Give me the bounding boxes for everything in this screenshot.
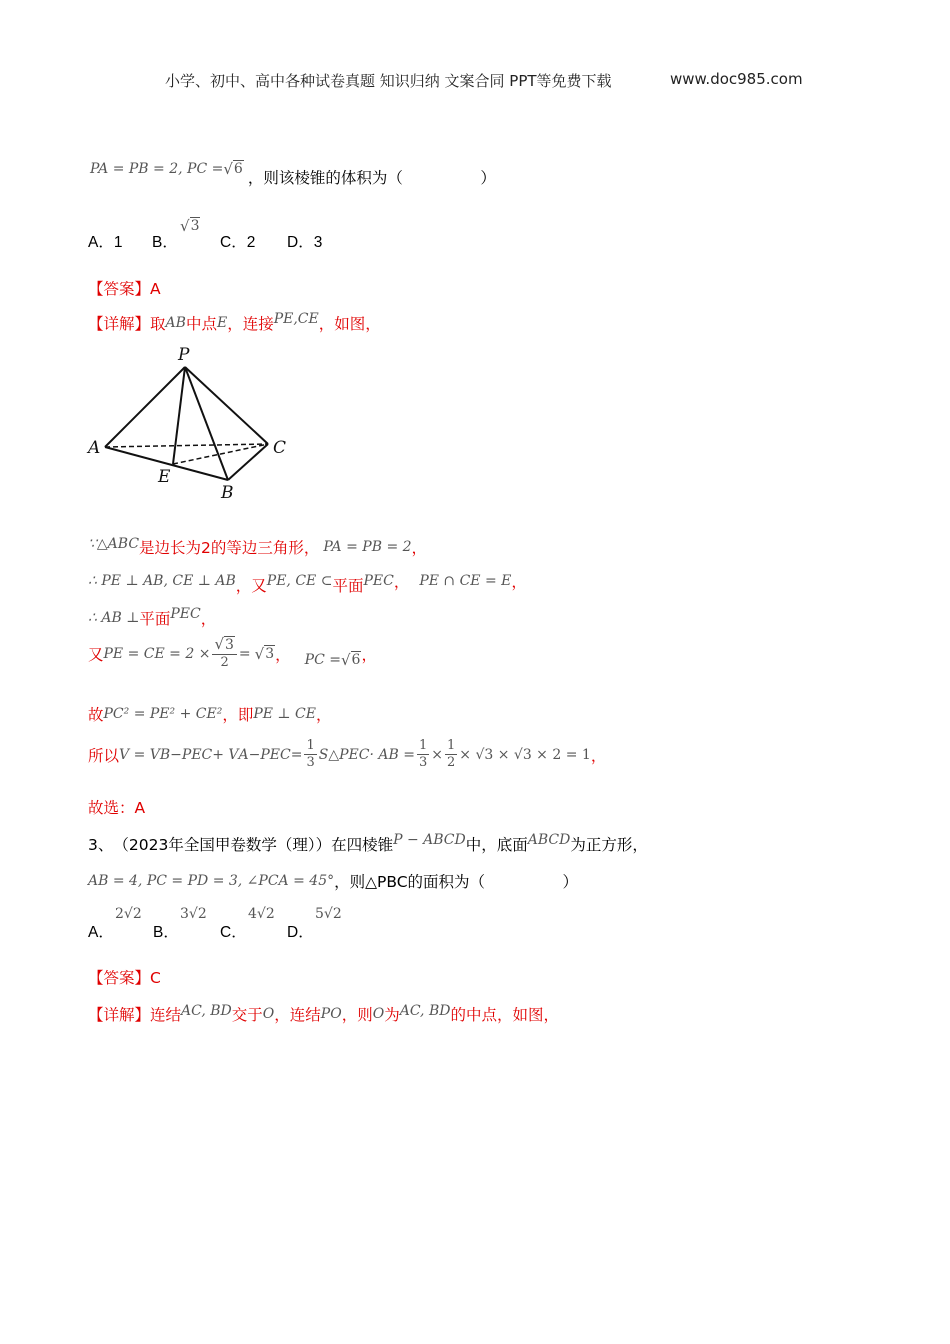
edge-pa <box>105 367 185 447</box>
sqrt-6: √ 6 <box>223 160 243 178</box>
s2-math-4: PE ∩ CE = E <box>419 573 512 589</box>
label-c: C <box>273 438 287 458</box>
q3-option-b-value: 3√2 <box>180 906 207 922</box>
q3-detail-math-1: AC, BD <box>181 1003 232 1019</box>
q3-line-2 <box>88 870 578 892</box>
s6-math-1: V = V <box>119 746 160 763</box>
detail-text-3: ，连接 <box>227 315 274 333</box>
detail-text-1: 取 <box>150 315 166 333</box>
step-3 <box>88 607 216 629</box>
s6-text-1: 所以 <box>88 746 120 765</box>
s3-math-2: PEC <box>170 606 201 622</box>
edge-pe <box>173 367 185 464</box>
q3-detail-math-2: O <box>262 1006 275 1022</box>
s3-math-1: ∴ AB ⊥ <box>88 610 140 626</box>
q3-option-d-value: 5√2 <box>315 906 342 922</box>
q3-number: 3、 <box>88 836 114 854</box>
detail-text-2: 中点 <box>185 315 217 333</box>
q3-source: （2023年全国甲卷数学（理））在四棱锥 <box>113 836 394 854</box>
q3-text-3: ，则△PBC的面积为（ ） <box>334 873 579 891</box>
s4-math-3: PC = <box>304 651 341 668</box>
edge-pc <box>185 367 268 444</box>
s2-math-3: PEC <box>363 573 394 589</box>
q3-line-1 <box>88 833 648 855</box>
q3-detail-text-4: ，则 <box>341 1006 373 1024</box>
q3-detail-text-5: 为 <box>384 1006 400 1024</box>
q3-option-a: A． <box>88 924 114 941</box>
step-1 <box>88 536 427 558</box>
q3-option-b: B． <box>153 924 179 941</box>
q3-option-a-value: 2√2 <box>115 906 142 922</box>
detail-label: 【详解】 <box>88 315 151 333</box>
step-5 <box>88 703 332 725</box>
s4-sqrt3: √ 3 <box>254 644 275 663</box>
detail-e: E <box>216 315 228 331</box>
q3-condition: AB = 4, PC = PD = 3, ∠PCA = 45° <box>88 873 335 889</box>
fraction-sqrt3-over-2: √ 3 2 <box>212 636 236 671</box>
detail-text-4: ，如图， <box>318 315 381 333</box>
q3-text-1: 中，底面 <box>465 836 528 854</box>
step-4 <box>88 636 377 671</box>
q3-detail-text-6: 的中点，如图， <box>450 1006 559 1024</box>
s6-math-5: · AB = <box>369 746 415 763</box>
s2-math-2: PE, CE ⊂ <box>266 573 333 589</box>
q3-text-2: 为正方形， <box>570 836 648 854</box>
s4-text-3: ， <box>361 645 377 664</box>
s6-math-7: × √3 × √3 × 2 = 1 <box>459 746 591 763</box>
s6-fraction-3: $\frac{1}{2}$ <box>446 738 456 770</box>
s1-math-2: PA = PB = 2 <box>323 539 412 555</box>
option-d: D．3 <box>287 234 323 251</box>
s6-sub-2: A−PEC <box>238 746 291 763</box>
detail-ab: AB <box>165 315 186 331</box>
label-e: E <box>158 467 171 487</box>
s6-math-3: = <box>290 746 303 763</box>
s2-text-2: 平面 <box>332 577 364 595</box>
condition-text: ，则该棱锥的体积为（ ） <box>247 169 496 187</box>
s6-sub-1: B−PEC <box>159 746 213 763</box>
s6-math-4: S <box>318 746 329 763</box>
q3-option-c-value: 4√2 <box>248 906 275 922</box>
s5-text-1: 故 <box>88 706 104 724</box>
s4-equals: = <box>238 645 251 662</box>
s2-math-1: ∴ PE ⊥ AB, CE ⊥ AB <box>88 573 236 589</box>
edge-bc <box>228 444 268 480</box>
s5-text-3: ， <box>315 706 332 724</box>
label-p: P <box>178 345 190 365</box>
q3-detail-text-1: 连结 <box>150 1006 182 1024</box>
s6-fraction-1: $\frac{1}{3}$ <box>306 738 315 770</box>
step-2 <box>88 570 527 595</box>
s2-text-4: ， <box>511 573 527 591</box>
pyramid-figure <box>80 340 300 505</box>
s6-times: × <box>431 746 443 763</box>
q3-detail-text-3: ，连结 <box>274 1006 321 1024</box>
answer-label: 【答案】A <box>88 280 161 298</box>
prev-question-condition <box>90 158 496 187</box>
q3-option-d: D． <box>287 924 314 941</box>
detail-line <box>88 312 381 334</box>
s5-text-2: ，即 <box>222 706 254 724</box>
s1-text-2: ， <box>411 539 428 557</box>
s4-text-2: ， <box>275 645 291 664</box>
s1-text-1: 是边长为2的等边三角形， <box>139 539 320 557</box>
option-b-value: √ 3 <box>180 217 200 235</box>
q3-detail <box>88 1003 559 1025</box>
condition-math: PA = PB = 2, PC = <box>90 161 224 177</box>
option-b: B． <box>152 234 178 251</box>
edge-ac-hidden <box>105 444 268 447</box>
s6-sub-3: △PEC <box>328 746 370 763</box>
s6-math-2: + V <box>212 746 239 763</box>
s4-math-1: PE = CE = 2 × <box>103 645 211 662</box>
s4-sqrt6: √ 6 <box>340 650 361 669</box>
q3-math-1: P − ABCD <box>393 832 466 848</box>
q3-math-2: ABCD <box>527 832 571 848</box>
q3-detail-label: 【详解】 <box>88 1006 151 1024</box>
s3-text-1: 平面 <box>139 610 171 628</box>
choose-answer: 故选：A <box>88 799 146 817</box>
s2-text-3: ， <box>393 573 410 591</box>
q3-option-c: C． <box>220 924 247 941</box>
s6-text-2: ， <box>590 746 607 765</box>
s5-math-1: PC² = PE² + CE² <box>103 706 223 722</box>
option-a: A．1 <box>88 234 123 251</box>
q3-detail-math-5: AC, BD <box>399 1003 451 1019</box>
q3-detail-math-4: O <box>372 1006 385 1022</box>
header-text: 小学、初中、高中各种试卷真题 知识归纳 文案合同 PPT等免费下载 <box>165 72 612 90</box>
q3-detail-math-3: PO <box>320 1006 342 1022</box>
s1-math-1: ∵△ABC <box>88 536 140 552</box>
option-c: C．2 <box>220 234 256 251</box>
q3-answer: 【答案】C <box>88 969 161 987</box>
label-b: B <box>221 483 234 503</box>
s4-text-1: 又 <box>88 645 104 664</box>
step-6 <box>88 738 606 771</box>
s5-math-2: PE ⊥ CE <box>253 706 316 722</box>
detail-pe-ce: PE,CE <box>273 311 319 327</box>
header-site: www.doc985.com <box>670 70 803 88</box>
q3-detail-text-2: 交于 <box>231 1006 263 1024</box>
s2-text-1: ，又 <box>235 577 267 595</box>
s6-fraction-2: $\frac{1}{3}$ <box>418 738 428 770</box>
edge-pb <box>185 367 228 480</box>
label-a: A <box>88 438 101 458</box>
s3-text-2: ， <box>200 610 217 628</box>
